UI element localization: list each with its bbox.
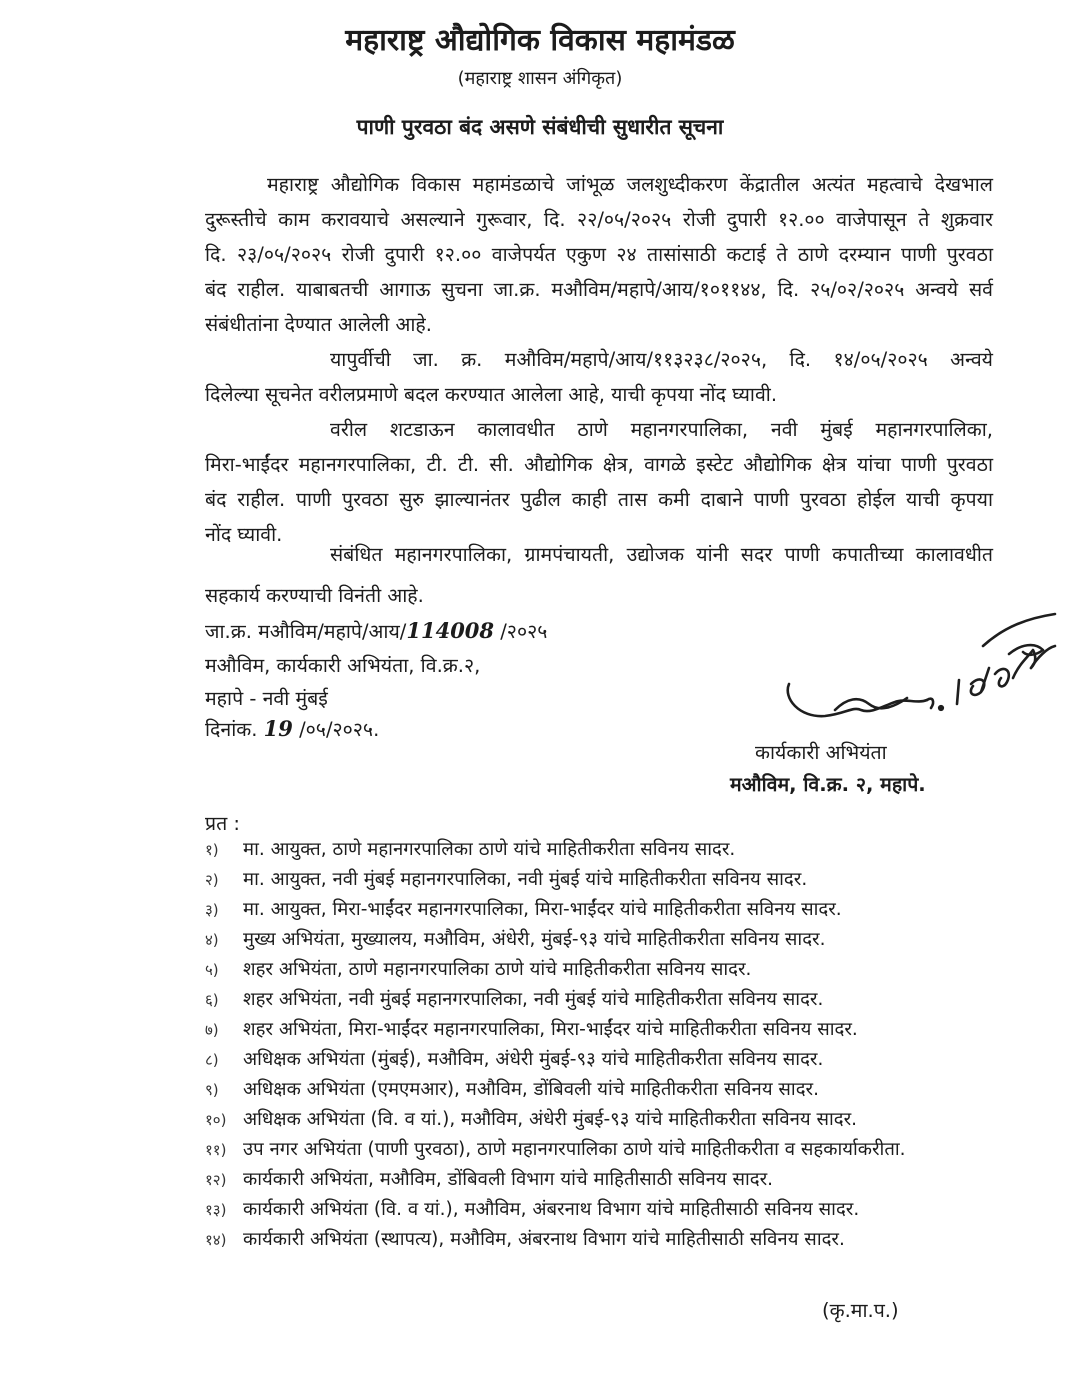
signature-image bbox=[775, 598, 1065, 738]
paragraph-1-line: संबंधीतांना देण्यात आलेली आहे. bbox=[205, 313, 432, 336]
notice-subject: पाणी पुरवठा बंद असणे संबंधीची सुधारीत सूचना bbox=[356, 115, 724, 139]
handwritten-ref-number: 114008 bbox=[406, 618, 495, 643]
paragraph-1-line: दुरूस्तीचे काम करावयाचे असल्याने गुरूवार, दि. २२/०५/२०२५ रोजी दुपारी १२.०० वाजेपासून ते शुक्रवार bbox=[205, 208, 993, 231]
paragraph-3-line: नोंद घ्यावी. bbox=[205, 523, 283, 546]
list-item: ५) शहर अभियंता, ठाणे महानगरपालिका ठाणे यांचे माहितीकरीता सविनय सादर. bbox=[205, 959, 752, 980]
paragraph-4-line: संबंधित महानगरपालिका, ग्रामपंचायती, उद्योजक यांनी सदर पाणी कपातीच्या कालावधीत bbox=[330, 543, 993, 566]
paragraph-1-line: दि. २३/०५/२०२५ रोजी दुपारी १२.०० वाजेपर्यत एकुण २४ तासांसाठी कटाई ते ठाणे दरम्यान पाणी पुरवठा bbox=[205, 243, 993, 266]
paragraph-2-line: यापुर्वीची जा. क्र. मऔविम/महापे/आय/११३२३८/२०२५, दि. १४/०५/२०२५ अन्वये bbox=[330, 348, 993, 371]
paragraph-3-line: बंद राहील. पाणी पुरवठा सुरु झाल्यानंतर पुढील काही तास कमी दाबाने पाणी पुरवठा होईल याची कृपया bbox=[205, 488, 993, 511]
paragraph-2-line: दिलेल्या सूचनेत वरीलप्रमाणे बदल करण्यात आलेला आहे, याची कृपया नोंद घ्यावी. bbox=[205, 383, 778, 406]
handwritten-date-day: 19 bbox=[263, 716, 293, 741]
list-item: ११) उप नगर अभियंता (पाणी पुरवठा), ठाणे महानगरपालिका ठाणे यांचे माहितीकरीता व सहकार्याकरीता. bbox=[205, 1139, 906, 1160]
paragraph-3-line: वरील शटडाऊन कालावधीत ठाणे महानगरपालिका, नवी मुंबई महानगरपालिका, bbox=[330, 418, 993, 441]
paragraph-3 bbox=[205, 412, 993, 552]
please-turn-over: (कृ.मा.प.) bbox=[822, 1299, 899, 1322]
reference-location: महापे - नवी मुंबई bbox=[205, 687, 328, 710]
signatory-office: मऔविम, वि.क्र. २, महापे. bbox=[730, 773, 926, 796]
list-item: १४) कार्यकारी अभियंता (स्थापत्य), मऔविम, अंबरनाथ विभाग यांचे माहितीसाठी सविनय सादर. bbox=[205, 1229, 845, 1250]
list-item: १) मा. आयुक्त, ठाणे महानगरपालिका ठाणे यांचे माहितीकरीता सविनय सादर. bbox=[205, 839, 736, 860]
recipients-heading: प्रत : bbox=[205, 812, 240, 835]
list-item: ६) शहर अभियंता, नवी मुंबई महानगरपालिका, नवी मुंबई यांचे माहितीकरीता सविनय सादर. bbox=[205, 989, 824, 1010]
list-item: १२) कार्यकारी अभियंता, मऔविम, डोंबिवली विभाग यांचे माहितीसाठी सविनय सादर. bbox=[205, 1169, 774, 1190]
paragraph-1-line: महाराष्ट्र औद्योगिक विकास महामंडळाचे जांभूळ जलशुध्दीकरण केंद्रातील अत्यंत महत्वाचे देखभाल bbox=[267, 173, 993, 196]
signatory-designation: कार्यकारी अभियंता bbox=[755, 741, 887, 764]
list-item: ९) अधिक्षक अभियंता (एमएमआर), मऔविम, डोंबिवली यांचे माहितीकरीता सविनय सादर. bbox=[205, 1079, 819, 1100]
document-title: महाराष्ट्र औद्योगिक विकास महामंडळ bbox=[345, 23, 735, 58]
list-item: ७) शहर अभियंता, मिरा-भाईंदर महानगरपालिका, मिरा-भाईंदर यांचे माहितीकरीता सविनय सादर. bbox=[205, 1019, 858, 1040]
list-item: ४) मुख्य अभियंता, मुख्यालय, मऔविम, अंधेरी, मुंबई-९३ यांचे माहितीकरीता सविनय सादर. bbox=[205, 929, 826, 950]
recipients-list bbox=[205, 836, 906, 1256]
paragraph-2 bbox=[205, 342, 993, 412]
list-item: २) मा. आयुक्त, नवी मुंबई महानगरपालिका, नवी मुंबई यांचे माहितीकरीता सविनय सादर. bbox=[205, 869, 808, 890]
reference-number: जा.क्र. मऔविम/महापे/आय/114008 /२०२५ bbox=[205, 618, 548, 643]
paragraph-3-line: मिरा-भाईंदर महानगरपालिका, टी. टी. सी. औद्योगिक क्षेत्र, वागळे इस्टेट औद्योगिक क्षेत्र यांचा पाणी पुरवठा bbox=[205, 453, 993, 476]
list-item: १०) अधिक्षक अभियंता (वि. व यां.), मऔविम, अंधेरी मुंबई-९३ यांचे माहितीकरीता सविनय सादर. bbox=[205, 1109, 858, 1130]
document-subtitle: (महाराष्ट्र शासन अंगिकृत) bbox=[457, 68, 623, 89]
paragraph-1-line: बंद राहील. याबाबतची आगाऊ सुचना जा.क्र. मऔविम/महापे/आय/१०११४४, दि. २५/०२/२०२५ अन्वये सर्व bbox=[205, 278, 993, 301]
paragraph-1 bbox=[205, 167, 993, 342]
reference-office: मऔविम, कार्यकारी अभियंता, वि.क्र.२, bbox=[205, 654, 481, 677]
list-item: १३) कार्यकारी अभियंता (वि. व यां.), मऔविम, अंबरनाथ विभाग यांचे माहितीसाठी सविनय सादर. bbox=[205, 1199, 860, 1220]
list-item: ३) मा. आयुक्त, मिरा-भाईंदर महानगरपालिका, मिरा-भाईंदर यांचे माहितीकरीता सविनय सादर. bbox=[205, 899, 842, 920]
reference-date: दिनांक. 19 /०५/२०२५. bbox=[205, 716, 380, 741]
paragraph-4-line: सहकार्य करण्याची विनंती आहे. bbox=[205, 584, 424, 607]
list-item: ८) अधिक्षक अभियंता (मुंबई), मऔविम, अंधेरी मुंबई-९३ यांचे माहितीकरीता सविनय सादर. bbox=[205, 1049, 824, 1070]
